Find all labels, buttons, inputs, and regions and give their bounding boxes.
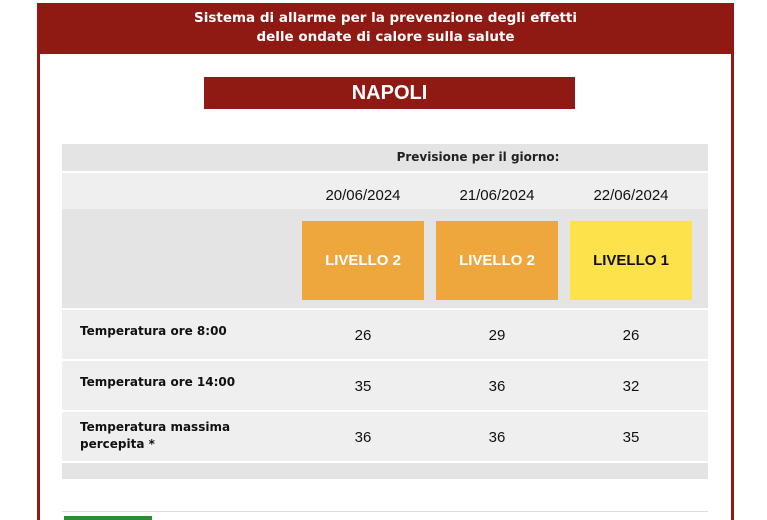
t8-day-1: 26: [354, 327, 372, 344]
level-badge-day-3: LIVELLO 1: [570, 221, 692, 300]
row-label-t8: Temperatura ore 8:00: [80, 324, 227, 338]
table-footer-strip: [62, 463, 708, 479]
date-day-2: 21/06/2024: [459, 187, 535, 204]
row-label-tmax: [80, 419, 230, 453]
date-day-3: 22/06/2024: [593, 187, 669, 204]
header-line-2: delle ondate di calore sulla salute: [256, 29, 515, 45]
t14-day-2: 36: [488, 378, 506, 395]
table-row: [62, 412, 708, 461]
tmax-day-1: 36: [354, 429, 372, 446]
table-row: [62, 361, 708, 410]
tmax-day-3: 35: [622, 429, 640, 446]
tmax-day-2: 36: [488, 429, 506, 446]
t14-day-1: 35: [354, 378, 372, 395]
t8-day-3: 26: [622, 327, 640, 344]
city-title: NAPOLI: [204, 77, 575, 109]
divider: [62, 511, 708, 512]
row-label-tmax-line-1: Temperatura massima: [80, 420, 231, 434]
green-tab-bar[interactable]: [64, 516, 152, 520]
header-line-1: Sistema di allarme per la prevenzione degli effetti: [193, 10, 578, 26]
dates-row: [62, 173, 708, 209]
table-row: [62, 310, 708, 359]
row-label-tmax-line-2: percepita *: [80, 437, 155, 451]
t14-day-3: 32: [622, 378, 640, 395]
row-label-t14: Temperatura ore 14:00: [80, 375, 236, 389]
level-badge-day-2: LIVELLO 2: [436, 221, 558, 300]
level-row: [62, 209, 708, 308]
level-badge-day-1: LIVELLO 2: [302, 221, 424, 300]
date-day-1: 20/06/2024: [325, 187, 401, 204]
page-header: [37, 3, 734, 54]
forecast-label-row: [62, 144, 708, 171]
forecast-label: Previsione per il giorno:: [396, 150, 560, 164]
t8-day-2: 29: [488, 327, 506, 344]
